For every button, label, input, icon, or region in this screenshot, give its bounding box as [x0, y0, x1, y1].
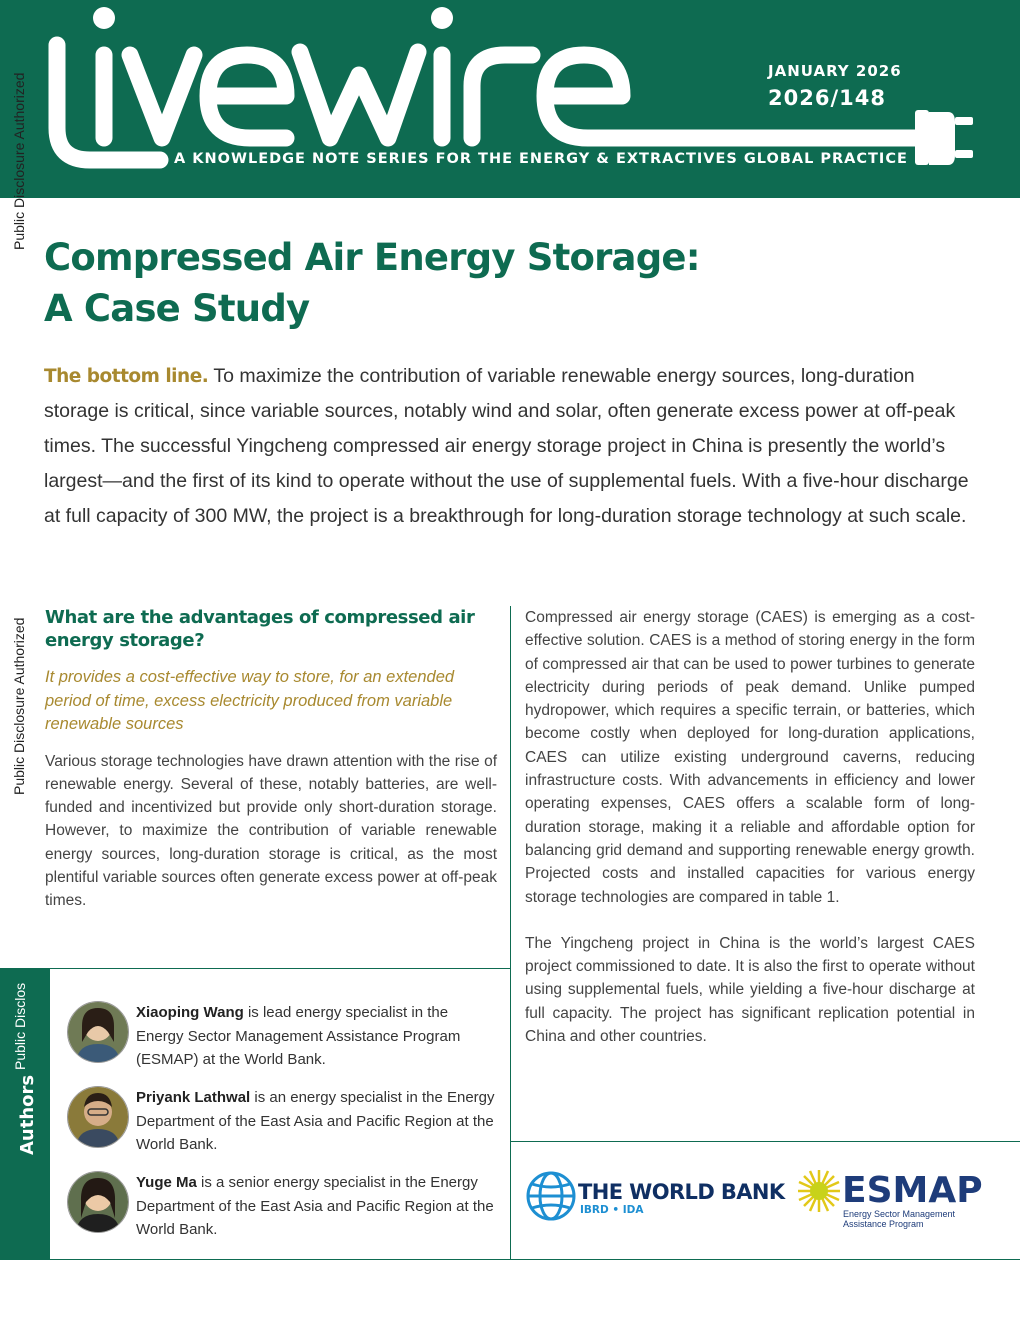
title-line-2: A Case Study — [44, 287, 310, 330]
advantages-question: What are the advantages of compressed air energy storage? — [45, 607, 475, 651]
advantages-answer: It provides a cost-effective way to store, for an extended period of time, excess electricity produced from variable renewable sources — [45, 668, 455, 733]
issue-number: 2026/148 — [768, 86, 886, 110]
author-name: Priyank Lathwal — [136, 1089, 251, 1106]
bottom-line-text: To maximize the contribution of variable renewable energy sources, long-duration storage is critical, since variable sources, notably wind and solar, often generate excess power at off-peak times. The successful Yingcheng compressed air energy storage project in China is presently the world’s largest—and the first of its kind to operate without the use of supplemental fuels. With a five-hour discharge at full capacity of 300 MW, the project is a breakthrough for long-duration storage technology at such scale. — [44, 365, 969, 527]
esmap-logo-text: ESMAP — [842, 1170, 983, 1211]
title-line-1: Compressed Air Energy Storage: — [44, 236, 700, 279]
authors-top-rule — [50, 968, 511, 969]
author-bio: Xiaoping Wang is lead energy specialist in the Energy Sector Management Assistance Program (ESMAP) at the World Bank. — [136, 1004, 461, 1068]
bottom-line-summary — [44, 359, 974, 534]
disclosure-label-middle: Public Disclosure Authorized — [11, 617, 27, 795]
plug-icon — [915, 110, 973, 165]
bottom-line-lead: The bottom line. — [44, 366, 209, 387]
author-name: Xiaoping Wang — [136, 1004, 244, 1021]
caes-paragraph: Compressed air energy storage (CAES) is emerging as a cost-effective solution. CAES is a method of storing energy in the form of compressed air that can be used to power turbines to generate electricity during periods of peak demand. Unlike pumped hydropower, which requires a specific terrain, or batteries, which become costly when deployed for long-duration applications, CAES can utilize existing underground caverns, reducing infrastructure costs. With advancements in efficiency and lower operating expenses, CAES offers a scalable form of long-duration storage, making it a reliable and affordable option for balancing grid demand and supporting renewable energy growth. Projected costs and installed capacities for various energy storage technologies are compared in table 1. — [525, 609, 975, 906]
esmap-subtitle: Energy Sector Management Assistance Program — [843, 1209, 956, 1229]
avatar — [67, 1001, 129, 1063]
disclosure-label-lower: Public Disclos — [12, 982, 28, 1070]
author-name: Yuge Ma — [136, 1174, 197, 1191]
issue-date: JANUARY 2026 — [768, 62, 902, 80]
avatar — [67, 1171, 129, 1233]
logos-top-rule — [510, 1141, 1020, 1142]
authors-label: Authors — [17, 1074, 38, 1155]
author-bio: Yuge Ma is a senior energy specialist in the Energy Department of the East Asia and Pacific Region at the World Bank. — [136, 1174, 494, 1238]
world-bank-subtitle: IBRD • IDA — [580, 1204, 644, 1216]
esmap-sun-icon — [796, 1168, 842, 1214]
yingcheng-paragraph: The Yingcheng project in China is the world’s largest CAES project commissioned to date. It is also the first to operate without using supplemental fuels, while yielding a five-hour discharge at full capacity. The project has significant replication potential in China and other countries. — [525, 934, 975, 1046]
right-column — [525, 606, 975, 1048]
page-title — [44, 232, 700, 334]
series-tagline: A KNOWLEDGE NOTE SERIES FOR THE ENERGY & EXTRACTIVES GLOBAL PRACTICE — [174, 151, 908, 167]
page-bottom-rule — [50, 1259, 1020, 1260]
author-bio: Priyank Lathwal is an energy specialist in the Energy Department of the East Asia and Pacific Region at the World Bank. — [136, 1089, 495, 1153]
world-bank-logo-text: THE WORLD BANK — [578, 1180, 785, 1204]
avatar — [67, 1086, 129, 1148]
column-divider — [510, 606, 511, 1260]
masthead — [0, 0, 1020, 198]
left-body-text: Various storage technologies have drawn attention with the rise of renewable energy. Several of these, notably batteries, are well-funded and incentivized but provide only short-duration storage. However, to maximize the contribution of variable renewable energy sources, long-duration storage is critical, as the most plentiful variable sources often generate excess power at off-peak times. — [45, 752, 497, 910]
world-bank-globe-icon — [524, 1168, 578, 1224]
left-column — [45, 606, 497, 913]
disclosure-label-top: Public Disclosure Authorized — [11, 72, 27, 250]
